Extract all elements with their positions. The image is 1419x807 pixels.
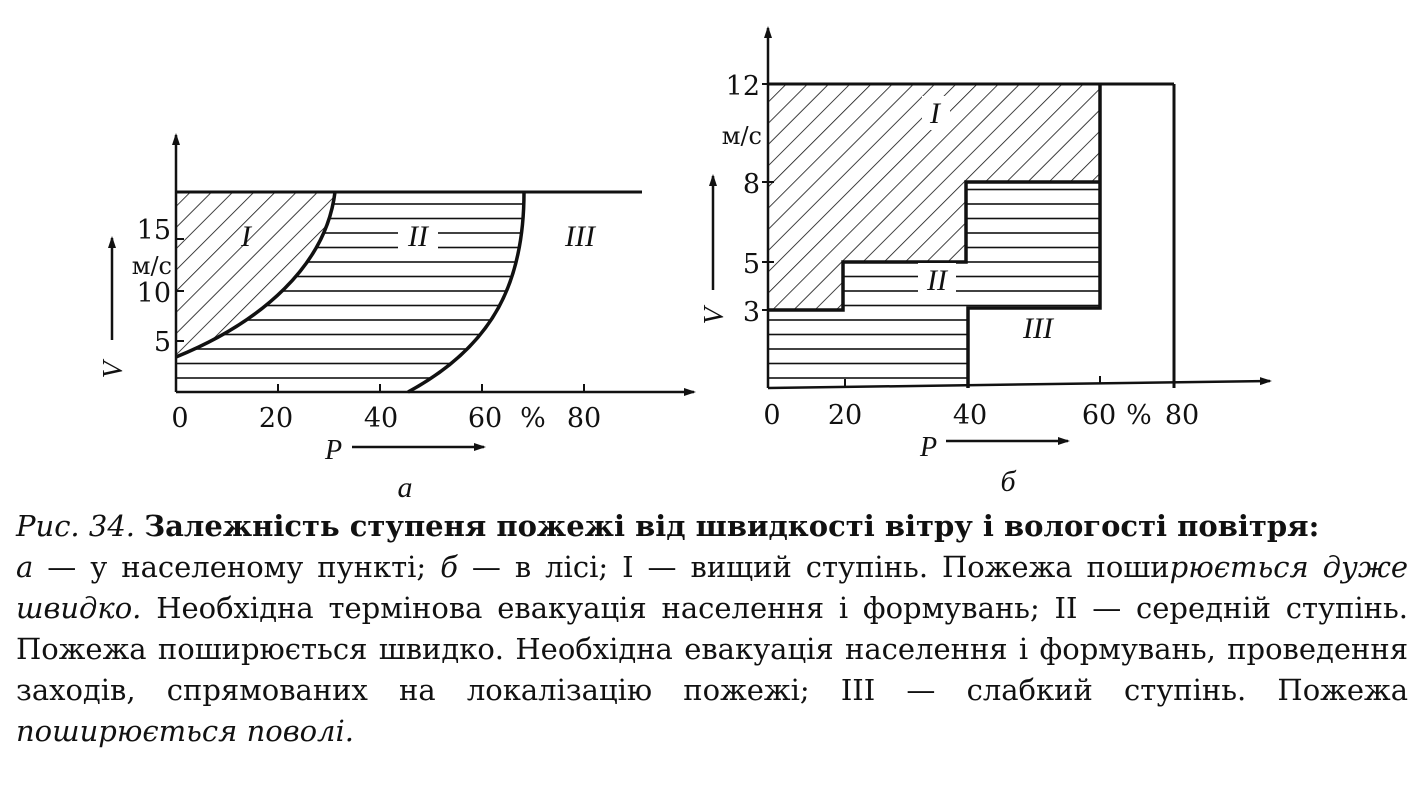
y-tick-3-b: 3 [742, 297, 760, 328]
y-tick-10-a: 10 [136, 278, 171, 309]
x-tick-40-b: 40 [952, 400, 988, 431]
x-tick-0-b: 0 [763, 400, 781, 431]
panel-letter-b: б [1000, 465, 1016, 498]
zone-label-ii-a: II [408, 220, 428, 253]
y-tick-15-a: 15 [136, 215, 171, 246]
caption-letter-a: а [16, 550, 34, 584]
v-symbol-a: V [98, 361, 129, 379]
caption-a-text: — у населеному пункті; [33, 550, 441, 584]
x-tick-60-a: 60 [467, 403, 503, 434]
panel-b [699, 28, 1270, 498]
panel-a [98, 135, 694, 500]
p-symbol-a: P [325, 435, 343, 466]
y-tick-5-a: 5 [153, 327, 171, 358]
figure-caption [16, 506, 1408, 752]
y-tick-8-b: 8 [742, 169, 760, 200]
x-tick-20-a: 20 [258, 403, 294, 434]
x-tick-20-b: 20 [827, 400, 863, 431]
v-symbol-b: V [699, 307, 730, 325]
panel-letter-a: а [397, 471, 413, 500]
y-tick-12-b: 12 [725, 71, 760, 102]
caption-title: Залежність ступеня пожежі від швидкості вітру і вологості повітря: [144, 509, 1320, 543]
x-tick-80-b: 80 [1164, 400, 1200, 431]
y-tick-5-b: 5 [742, 249, 760, 280]
caption-i-italic: рюється дуже швидко. [16, 550, 1408, 625]
y-unit-b: м/с [721, 122, 762, 150]
zone-label-iii-b: III [1023, 312, 1053, 345]
zone-label-i-a: I [241, 220, 251, 253]
y-unit-a: м/с [131, 252, 172, 280]
x-tick-60-b: 60 [1081, 400, 1117, 431]
x-unit-a: % [520, 403, 546, 434]
caption-iii-italic: поширюється поволі. [16, 714, 355, 748]
x-unit-b: % [1126, 400, 1152, 431]
caption-b-text: — в лісі; І — вищий ступінь. Пожежа поши [457, 550, 1170, 584]
caption-i-rest: Необхідна термінова евакуація населення і формувань; ІІ — середній ступінь. Пожежа поширюється швидко. Необхідна евакуація населення і формувань, проведення заходів, спрямованих на локалізацію пожежі; ІІІ — слабкий ступінь. Пожежа [16, 591, 1408, 707]
zone-label-i-b: I [930, 97, 940, 130]
x-tick-40-a: 40 [363, 403, 399, 434]
caption-letter-b: б [440, 550, 458, 584]
caption-figure-number: Рис. 34. [16, 509, 135, 543]
zone-label-ii-b: II [927, 264, 947, 297]
x-tick-80-a: 80 [566, 403, 602, 434]
zone-label-iii-a: III [565, 220, 595, 253]
x-tick-0-a: 0 [171, 403, 189, 434]
p-symbol-b: P [920, 432, 938, 463]
